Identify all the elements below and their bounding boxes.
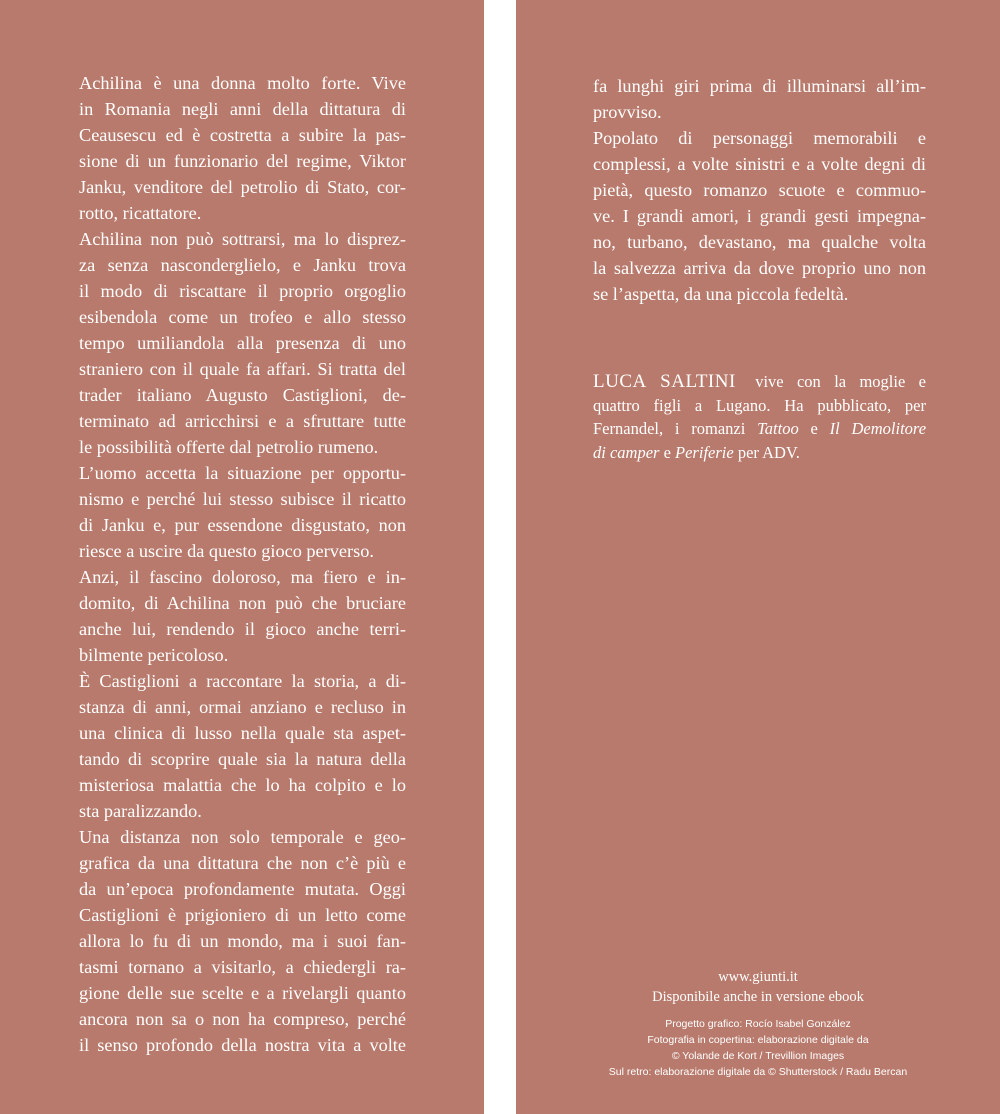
- text-line: Achilina è una donna molto forte. Vive: [79, 73, 406, 93]
- text-line: allora lo fu di un mondo, ma i suoi fan-: [79, 931, 406, 951]
- text-line: Una distanza non solo temporale e geo-: [79, 827, 406, 847]
- text-line: Castiglioni è prigioniero di un letto come: [79, 905, 406, 925]
- author-bio-line: [593, 417, 926, 441]
- author-bio-line: [593, 370, 926, 394]
- text-line: di Janku e, pur essendone disgustato, non: [79, 515, 406, 535]
- text-line: una clinica di lusso nella quale sta aspet-: [79, 723, 406, 743]
- text-line: fa lunghi giri prima di illuminarsi all’im-: [593, 76, 926, 96]
- author-bio-text: per ADV.: [737, 442, 800, 462]
- credit-line: Progetto grafico: Rocío Isabel González: [665, 1018, 851, 1030]
- text-line: Anzi, il fascino doloroso, ma fiero e in-: [79, 567, 406, 587]
- text-line: sta paralizzando.: [79, 801, 202, 821]
- text-line: tando di scoprire quale sia la natura della: [79, 749, 406, 769]
- text-line: Popolato di personaggi memorabili e: [593, 128, 926, 148]
- text-line: trader italiano Augusto Castiglioni, de-: [79, 385, 406, 405]
- text-line: in Romania negli anni della dittatura di: [79, 99, 406, 119]
- text-line: esibendola come un trofeo e allo stesso: [79, 307, 406, 327]
- text-line: da un’epoca profondamente mutata. Oggi: [79, 879, 406, 899]
- text-line: ve. I grandi amori, i grandi gesti impegna-: [593, 206, 926, 226]
- author-bio-text: e: [663, 442, 671, 462]
- text-line: il modo di riscattare il proprio orgoglio: [79, 281, 406, 301]
- text-line: terminato ad arricchirsi e a sfruttare tutte: [79, 411, 406, 431]
- text-line: L’uomo accetta la situazione per opportu-: [79, 463, 406, 483]
- text-line: È Castiglioni a raccontare la storia, a di-: [79, 671, 406, 691]
- author-bio-text: vive con la moglie e: [755, 372, 927, 391]
- text-line: rotto, ricattatore.: [79, 203, 202, 223]
- text-line: pietà, questo romanzo scuote e commuo-: [593, 180, 926, 200]
- credit-line: Fotografia in copertina: elaborazione digitale da: [647, 1034, 869, 1046]
- credit-line: © Yolande de Kort / Trevillion Images: [671, 1050, 845, 1062]
- publisher-footer: [516, 967, 1000, 1080]
- text-line: il senso profondo della nostra vita a volte: [79, 1035, 406, 1055]
- image-credits: [516, 1016, 1000, 1080]
- text-line: complessi, a volte sinistri e a volte degni di: [593, 154, 926, 174]
- text-line: provviso.: [593, 102, 662, 122]
- text-line: domito, di Achilina non può che bruciare: [79, 593, 406, 613]
- text-line: straniero con il quale fa affari. Si tratta del: [79, 359, 406, 379]
- text-line: grafica da una dittatura che non c’è più e: [79, 853, 406, 873]
- author-name: LUCA SALTINI: [593, 371, 736, 392]
- text-line: Ceausescu ed è costretta a subire la pas-: [79, 125, 406, 145]
- author-bio-text: e: [810, 419, 818, 438]
- book-title: Il Demolitore: [829, 419, 927, 438]
- author-bio-text: Fernandel, i romanzi: [593, 419, 746, 438]
- text-line: anche lui, rendendo il gioco anche terri-: [79, 619, 406, 639]
- credit-line: Sul retro: elaborazione digitale da © Shutterstock / Radu Bercan: [608, 1066, 908, 1078]
- text-line: ancora non sa o non ha compreso, perché: [79, 1009, 406, 1029]
- text-line: riesce a uscire da questo gioco perverso.: [79, 541, 374, 561]
- text-line: se l’aspetta, da una piccola fedeltà.: [593, 284, 849, 304]
- text-line: sione di un funzionario del regime, Viktor: [79, 151, 406, 171]
- right-flap-synopsis: [593, 73, 926, 307]
- ebook-note: Disponibile anche in versione ebook: [652, 989, 864, 1005]
- text-line: bilmente pericoloso.: [79, 645, 229, 665]
- text-line: Achilina non può sottrarsi, ma lo disprez-: [79, 229, 406, 249]
- book-title: di camper: [593, 442, 660, 462]
- book-title: Periferie: [675, 442, 734, 462]
- text-line: stanza di anni, ormai anziano e recluso in: [79, 697, 406, 717]
- text-line: le possibilità offerte dal petrolio rumeno.: [79, 437, 379, 457]
- text-line: tasmi tornano a visitarlo, a chiedergli ra-: [79, 957, 406, 977]
- author-bio-line: [593, 441, 926, 465]
- book-title: Tattoo: [757, 419, 799, 438]
- text-line: gione delle sue scelte e a rivelargli quanto: [79, 983, 406, 1003]
- text-line: za senza nasconderglielo, e Janku trova: [79, 255, 406, 275]
- text-line: la salvezza arriva da dove proprio uno non: [593, 258, 926, 278]
- text-line: nismo e perché lui stesso subisce il ricatto: [79, 489, 406, 509]
- left-flap-synopsis: [79, 70, 406, 1058]
- text-line: misteriosa malattia che lo ha colpito e lo: [79, 775, 406, 795]
- publisher-website: www.giunti.it: [718, 969, 798, 985]
- author-bio: [593, 370, 926, 464]
- author-bio-line: quattro figli a Lugano. Ha pubblicato, per: [593, 395, 926, 415]
- text-line: tempo umiliandola alla presenza di uno: [79, 333, 406, 353]
- text-line: Janku, venditore del petrolio di Stato, cor-: [79, 177, 406, 197]
- text-line: no, turbano, devastano, ma qualche volta: [593, 232, 926, 252]
